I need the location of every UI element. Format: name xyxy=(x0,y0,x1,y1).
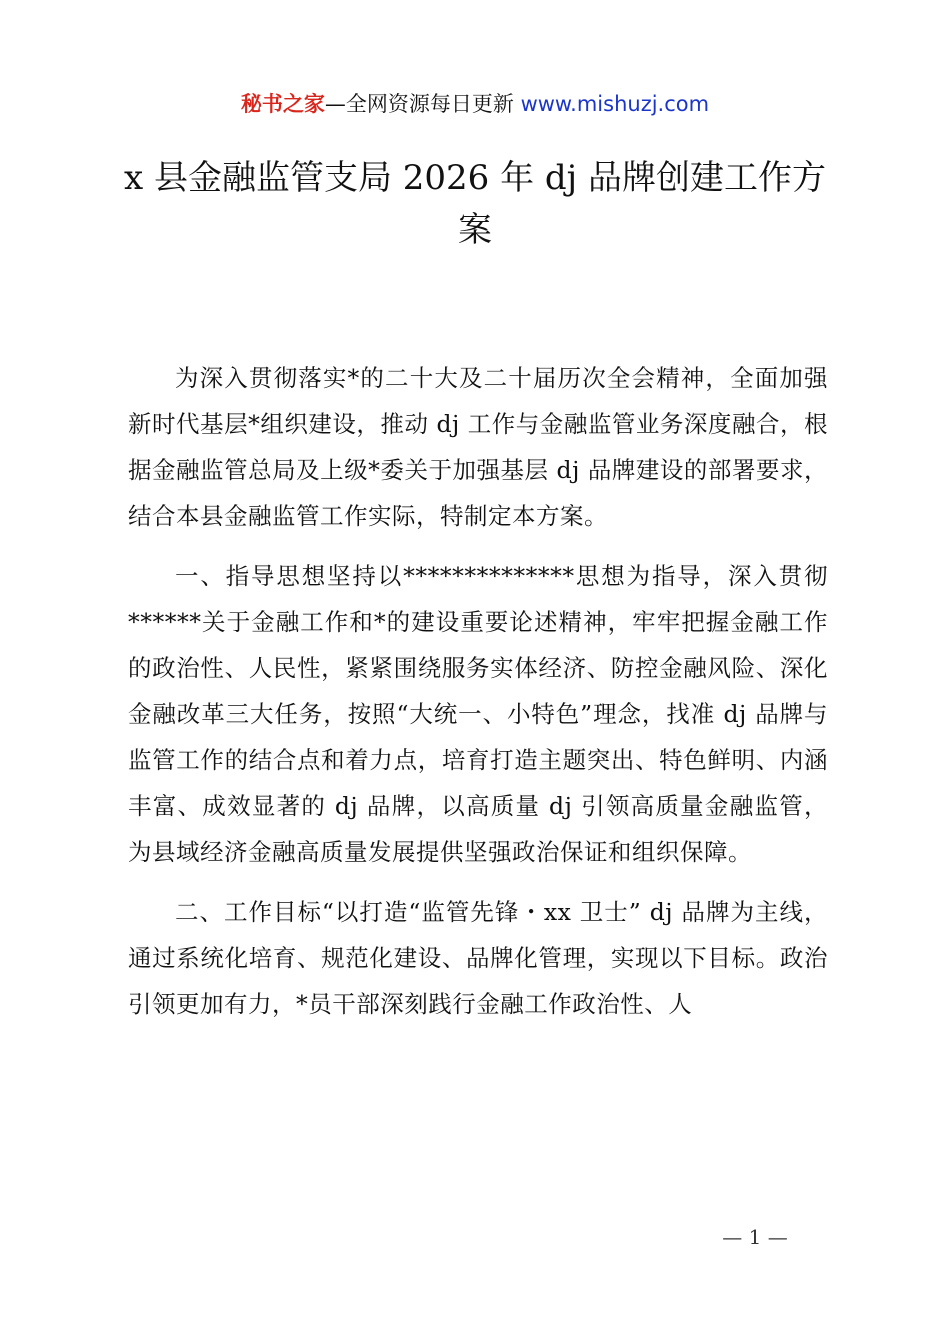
work-goals-paragraph: 二、工作目标“以打造“监管先锋・xx 卫士” dj 品牌为主线，通过系统化培育、规范化建设、品牌化管理，实现以下目标。政治引领更加有力，*员干部深刻践行金融工作政治性、人 xyxy=(128,898,828,1018)
page-number: — 1 — xyxy=(722,1225,788,1249)
guiding-ideology-paragraph: 一、指导思想坚持以**************思想为指导，深入贯彻******关于金融工作和*的建设重要论述精神，牢牢把握金融工作的政治性、人民性，紧紧围绕服务实体经济、防控金融风险、深化金融改革三大任务，按照“大统一、小特色”理念，找准 dj 品牌与监管工作的结合点和着力点，培育打造主题突出、特色鲜明、内涵丰富、成效显著的 dj 品牌，以高质量 dj 引领高质量金融监管，为县域经济金融高质量发展提供坚强政治保证和组织保障。 xyxy=(128,562,828,866)
header-tagline: —全网资源每日更新 xyxy=(324,92,521,116)
intro-paragraph: 为深入贯彻落实*的二十大及二十届历次全会精神，全面加强新时代基层*组织建设，推动 dj 工作与金融监管业务深度融合，根据金融监管总局及上级*委关于加强基层 dj 品牌建设的部署要求，结合本县金融监管工作实际，特制定本方案。 xyxy=(128,364,828,530)
site-url-link[interactable]: www.mishuzj.com xyxy=(520,92,710,116)
brand-name: 秘书之家 xyxy=(240,92,325,116)
document-title: x 县金融监管支局 2026 年 dj 品牌创建工作方案 xyxy=(123,158,827,250)
document-body xyxy=(128,355,828,1041)
site-header xyxy=(0,88,950,120)
